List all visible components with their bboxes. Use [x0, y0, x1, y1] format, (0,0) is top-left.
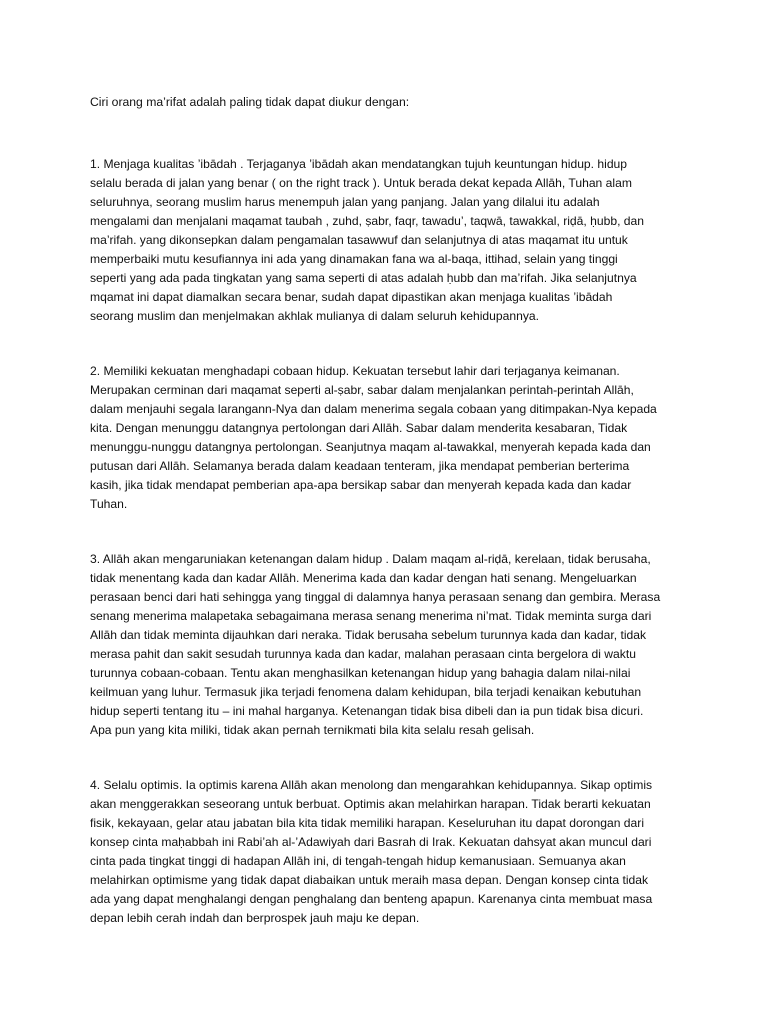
paragraph-2	[90, 362, 690, 514]
text-line: 2. Memiliki kekuatan menghadapi cobaan hidup. Kekuatan tersebut lahir dari terjaganya keimanan.	[90, 364, 620, 378]
text-line: dalam menjauhi segala larangann-Nya dan dalam menerima segala cobaan yang ditimpakan-Nya kepada	[90, 402, 657, 416]
paragraph-list	[90, 155, 690, 928]
text-line: Tuhan.	[90, 497, 128, 511]
text-line: depan lebih cerah indah dan berprospek jauh maju ke depan.	[90, 911, 420, 925]
text-line: mqamat ini dapat diamalkan secara benar, sudah dapat dipastikan akan menjaga kualitas ’ibādah	[90, 290, 613, 304]
text-line: Merupakan cerminan dari maqamat seperti al-ṣabr, sabar dalam menjalankan perintah-perintah Allāh,	[90, 383, 634, 397]
text-line: kasih, jika tidak mendapat pemberian apa-apa bersikap sabar dan menyerah kepada kada dan kadar	[90, 478, 632, 492]
text-line: merasa pahit dan sakit sesudah turunnya kada dan kadar, malahan perasaan cinta bergelora di waktu	[90, 647, 636, 661]
text-line: perasaan benci dari hati sehingga yang tinggal di dalamnya hanya perasaan senang dan gembira. Merasa	[90, 590, 661, 604]
text-line: menunggu-nunggu datangnya pertolongan. Seanjutnya maqam al-tawakkal, menyerah kepada kada dan	[90, 440, 651, 454]
text-line: keilmuan yang luhur. Termasuk jika terjadi fenomena dalam kehidupan, bila terjadi kenaikan kebutuhan	[90, 685, 642, 699]
text-line: cinta pada tingkat tinggi di hadapan Allāh ini, di tengah-tengah hidup kemanusiaan. Semuanya akan	[90, 854, 626, 868]
text-line: turunnya cobaan-cobaan. Tentu akan menghasilkan ketenangan hidup yang bahagia dalam nilai-nilai	[90, 666, 631, 680]
text-line: selalu berada di jalan yang benar ( on the right track ). Untuk berada dekat kepada Allāh, Tuhan alam	[90, 176, 632, 190]
text-line: fisik, kekayaan, gelar atau jabatan bila kita tidak memiliki harapan. Keseluruhan itu dapat dorongan dari	[90, 816, 645, 830]
text-line: seperti yang ada pada tingkatan yang sama seperti di atas adalah ḥubb dan ma’rifah. Jika selanjutnya	[90, 271, 637, 285]
paragraph-4	[90, 776, 690, 928]
document-page	[90, 94, 690, 964]
text-line: 4. Selalu optimis. Ia optimis karena Allāh akan menolong dan mengarahkan kehidupannya. Sikap optimis	[90, 778, 653, 792]
text-line: tidak menentang kada dan kadar Allāh. Menerima kada dan kadar dengan hati senang. Mengeluarkan	[90, 571, 637, 585]
text-line: 3. Allāh akan mengaruniakan ketenangan dalam hidup . Dalam maqam al-riḍā, kerelaan, tidak berusaha,	[90, 552, 651, 566]
text-line: seluruhnya, seorang muslim harus menempuh jalan yang panjang. Jalan yang dilalui itu adalah	[90, 195, 600, 209]
text-line: mengalami dan menjalani maqamat taubah , zuhd, ṣabr, faqr, tawadu’, taqwā, tawakkal, riḍā, ḥubb, dan	[90, 214, 645, 228]
text-line: Apa pun yang kita miliki, tidak akan pernah ternikmati bila kita selalu resah gelisah.	[90, 723, 535, 737]
text-line: kita. Dengan menunggu datangnya pertolongan dari Allāh. Sabar dalam menderita kesabaran, Tidak	[90, 421, 628, 435]
text-line: ma’rifah. yang dikonsepkan dalam pengamalan tasawwuf dan selanjutnya di atas maqamat itu untuk	[90, 233, 628, 247]
paragraph-3	[90, 550, 690, 740]
text-line: akan menggerakkan seseorang untuk berbuat. Optimis akan melahirkan harapan. Tidak berarti kekuatan	[90, 797, 651, 811]
text-line: hidup seperti tentang itu – ini mahal harganya. Ketenangan tidak bisa dibeli dan ia pun tidak bisa dicuri.	[90, 704, 644, 718]
text-line: seorang muslim dan menjelmakan akhlak mulianya di dalam seluruh kehidupannya.	[90, 309, 539, 323]
text-line: ada yang dapat menghalangi dengan penghalang dan benteng apapun. Karenanya cinta membuat masa	[90, 892, 653, 906]
paragraph-1	[90, 155, 690, 326]
intro-line: Ciri orang ma’rifat adalah paling tidak dapat diukur dengan:	[90, 95, 410, 109]
text-line: 1. Menjaga kualitas ’ibādah . Terjaganya ’ibādah akan mendatangkan tujuh keuntungan hidup. hidup	[90, 157, 628, 171]
text-line: konsep cinta maḥabbah ini Rabi’ah al-’Adawiyah dari Basrah di Irak. Kekuatan dahsyat akan muncul dari	[90, 835, 652, 849]
text-line: senang menerima malapetaka sebagaimana merasa senang menerima ni’mat. Tidak meminta surga dari	[90, 609, 652, 623]
text-line: Allāh dan tidak meminta dijauhkan dari neraka. Tidak berusaha sebelum turunnya kada dan kadar, tidak	[90, 628, 647, 642]
text-line: putusan dari Allāh. Selamanya berada dalam keadaan tenteram, jika mendapat pemberian berterima	[90, 459, 630, 473]
text-line: melahirkan optimisme yang tidak dapat diabaikan untuk meraih masa depan. Dengan konsep cinta tidak	[90, 873, 649, 887]
text-line: memperbaiki mutu kesufiannya ini ada yang dinamakan fana wa al-baqa, ittihad, selain yang tinggi	[90, 252, 618, 266]
